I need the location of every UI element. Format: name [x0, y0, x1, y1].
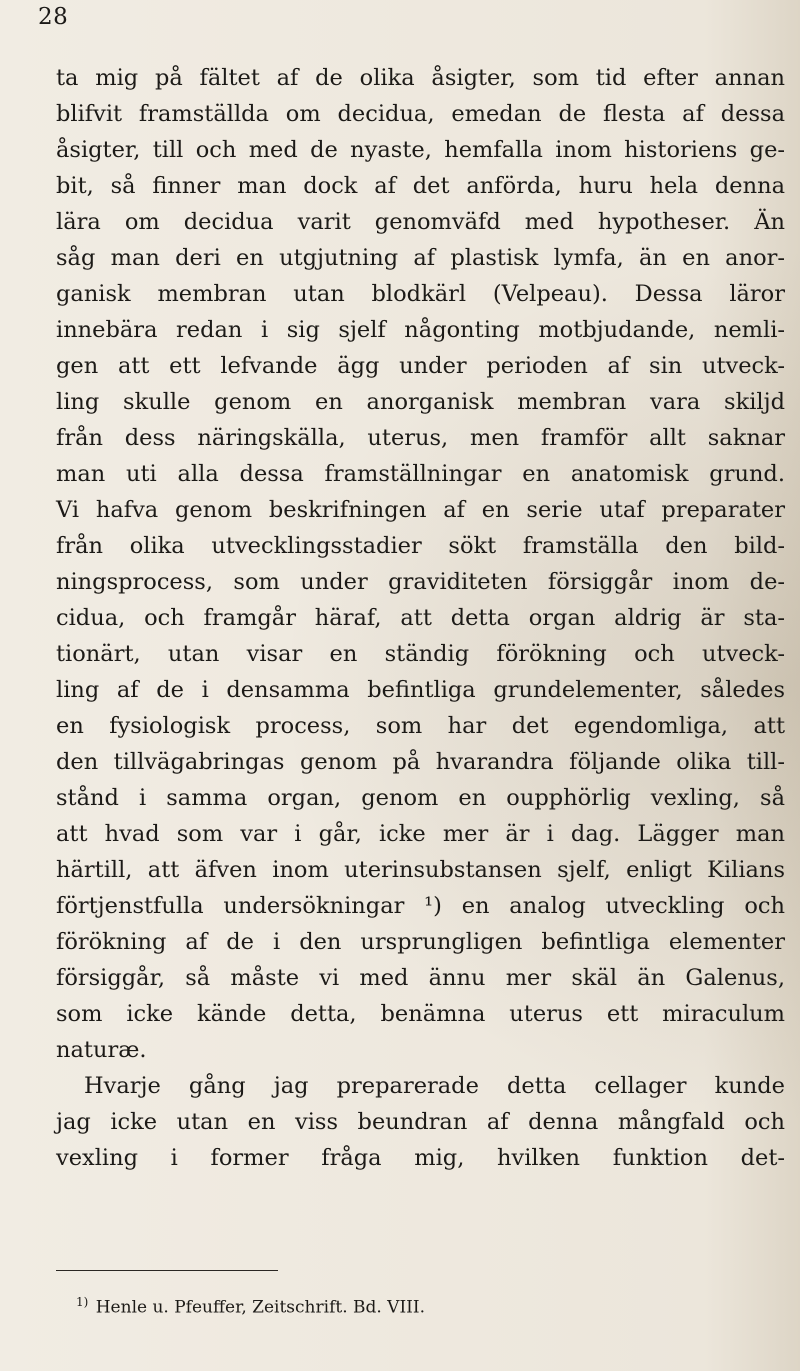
- text-line: som icke kände detta, benämna uterus ett miraculum: [56, 1001, 785, 1027]
- text-line: från dess näringskälla, uterus, men framför allt saknar: [56, 425, 785, 451]
- text-line: härtill, att äfven inom uterinsubstansen sjelf, enligt Kilians: [56, 857, 785, 883]
- text-line: ganisk membran utan blodkärl (Velpeau). Dessa läror: [56, 281, 785, 307]
- footnote-marker: 1): [76, 1295, 89, 1309]
- text-line: stånd i samma organ, genom en oupphörlig vexling, så: [56, 785, 785, 811]
- text-line: Hvarje gång jag preparerade detta cellager kunde: [84, 1073, 785, 1099]
- text-line: förtjenstfulla undersökningar ¹) en analog utveckling och: [56, 893, 785, 919]
- text-line: åsigter, till och med de nyaste, hemfalla inom historiens ge-: [56, 137, 785, 163]
- text-line: vexling i former fråga mig, hvilken funktion det-: [56, 1145, 785, 1171]
- text-line: bit, så finner man dock af det anförda, huru hela denna: [56, 173, 785, 199]
- text-line: man uti alla dessa framställningar en anatomisk grund.: [56, 461, 785, 487]
- text-line: ling af de i densamma befintliga grundelementer, således: [56, 677, 785, 703]
- text-line: ningsprocess, som under graviditeten försiggår inom de-: [56, 569, 785, 595]
- page-number: 28: [38, 4, 69, 30]
- body-text: [56, 60, 785, 1176]
- text-line: från olika utvecklingsstadier sökt framställa den bild-: [56, 533, 785, 559]
- text-line: gen att ett lefvande ägg under perioden af sin utveck-: [56, 353, 785, 379]
- text-line: förökning af de i den ursprungligen befintliga elementer: [56, 929, 785, 955]
- footnote-text: Henle u. Pfeuffer, Zeitschrift. Bd. VIII.: [95, 1297, 426, 1318]
- text-line: försiggår, så måste vi med ännu mer skäl än Galenus,: [56, 965, 785, 991]
- text-line: blifvit framställda om decidua, emedan de flesta af dessa: [56, 101, 785, 127]
- text-line: jag icke utan en viss beundran af denna mångfald och: [56, 1109, 785, 1135]
- text-line: innebära redan i sig sjelf någonting motbjudande, nemli-: [56, 317, 785, 343]
- paragraph-1: [56, 60, 785, 1068]
- footnote-rule: [56, 1270, 278, 1271]
- text-line: den tillvägabringas genom på hvarandra följande olika till-: [56, 749, 785, 775]
- text-line: ta mig på fältet af de olika åsigter, som tid efter annan: [56, 65, 785, 91]
- text-line: lära om decidua varit genomväfd med hypotheser. Än: [56, 209, 785, 235]
- text-line: att hvad som var i går, icke mer är i dag. Lägger man: [56, 821, 785, 847]
- text-line: naturæ.: [56, 1037, 147, 1063]
- footnote: [76, 1290, 425, 1320]
- text-line: tionärt, utan visar en ständig förökning och utveck-: [56, 641, 785, 667]
- text-line: cidua, och framgår häraf, att detta organ aldrig är sta-: [56, 605, 785, 631]
- text-line: ling skulle genom en anorganisk membran vara skiljd: [56, 389, 785, 415]
- text-line: en fysiologisk process, som har det egendomliga, att: [56, 713, 785, 739]
- paragraph-2: [56, 1068, 785, 1176]
- text-line: såg man deri en utgjutning af plastisk lymfa, än en anor-: [56, 245, 785, 271]
- text-line: Vi hafva genom beskrifningen af en serie utaf preparater: [56, 497, 785, 523]
